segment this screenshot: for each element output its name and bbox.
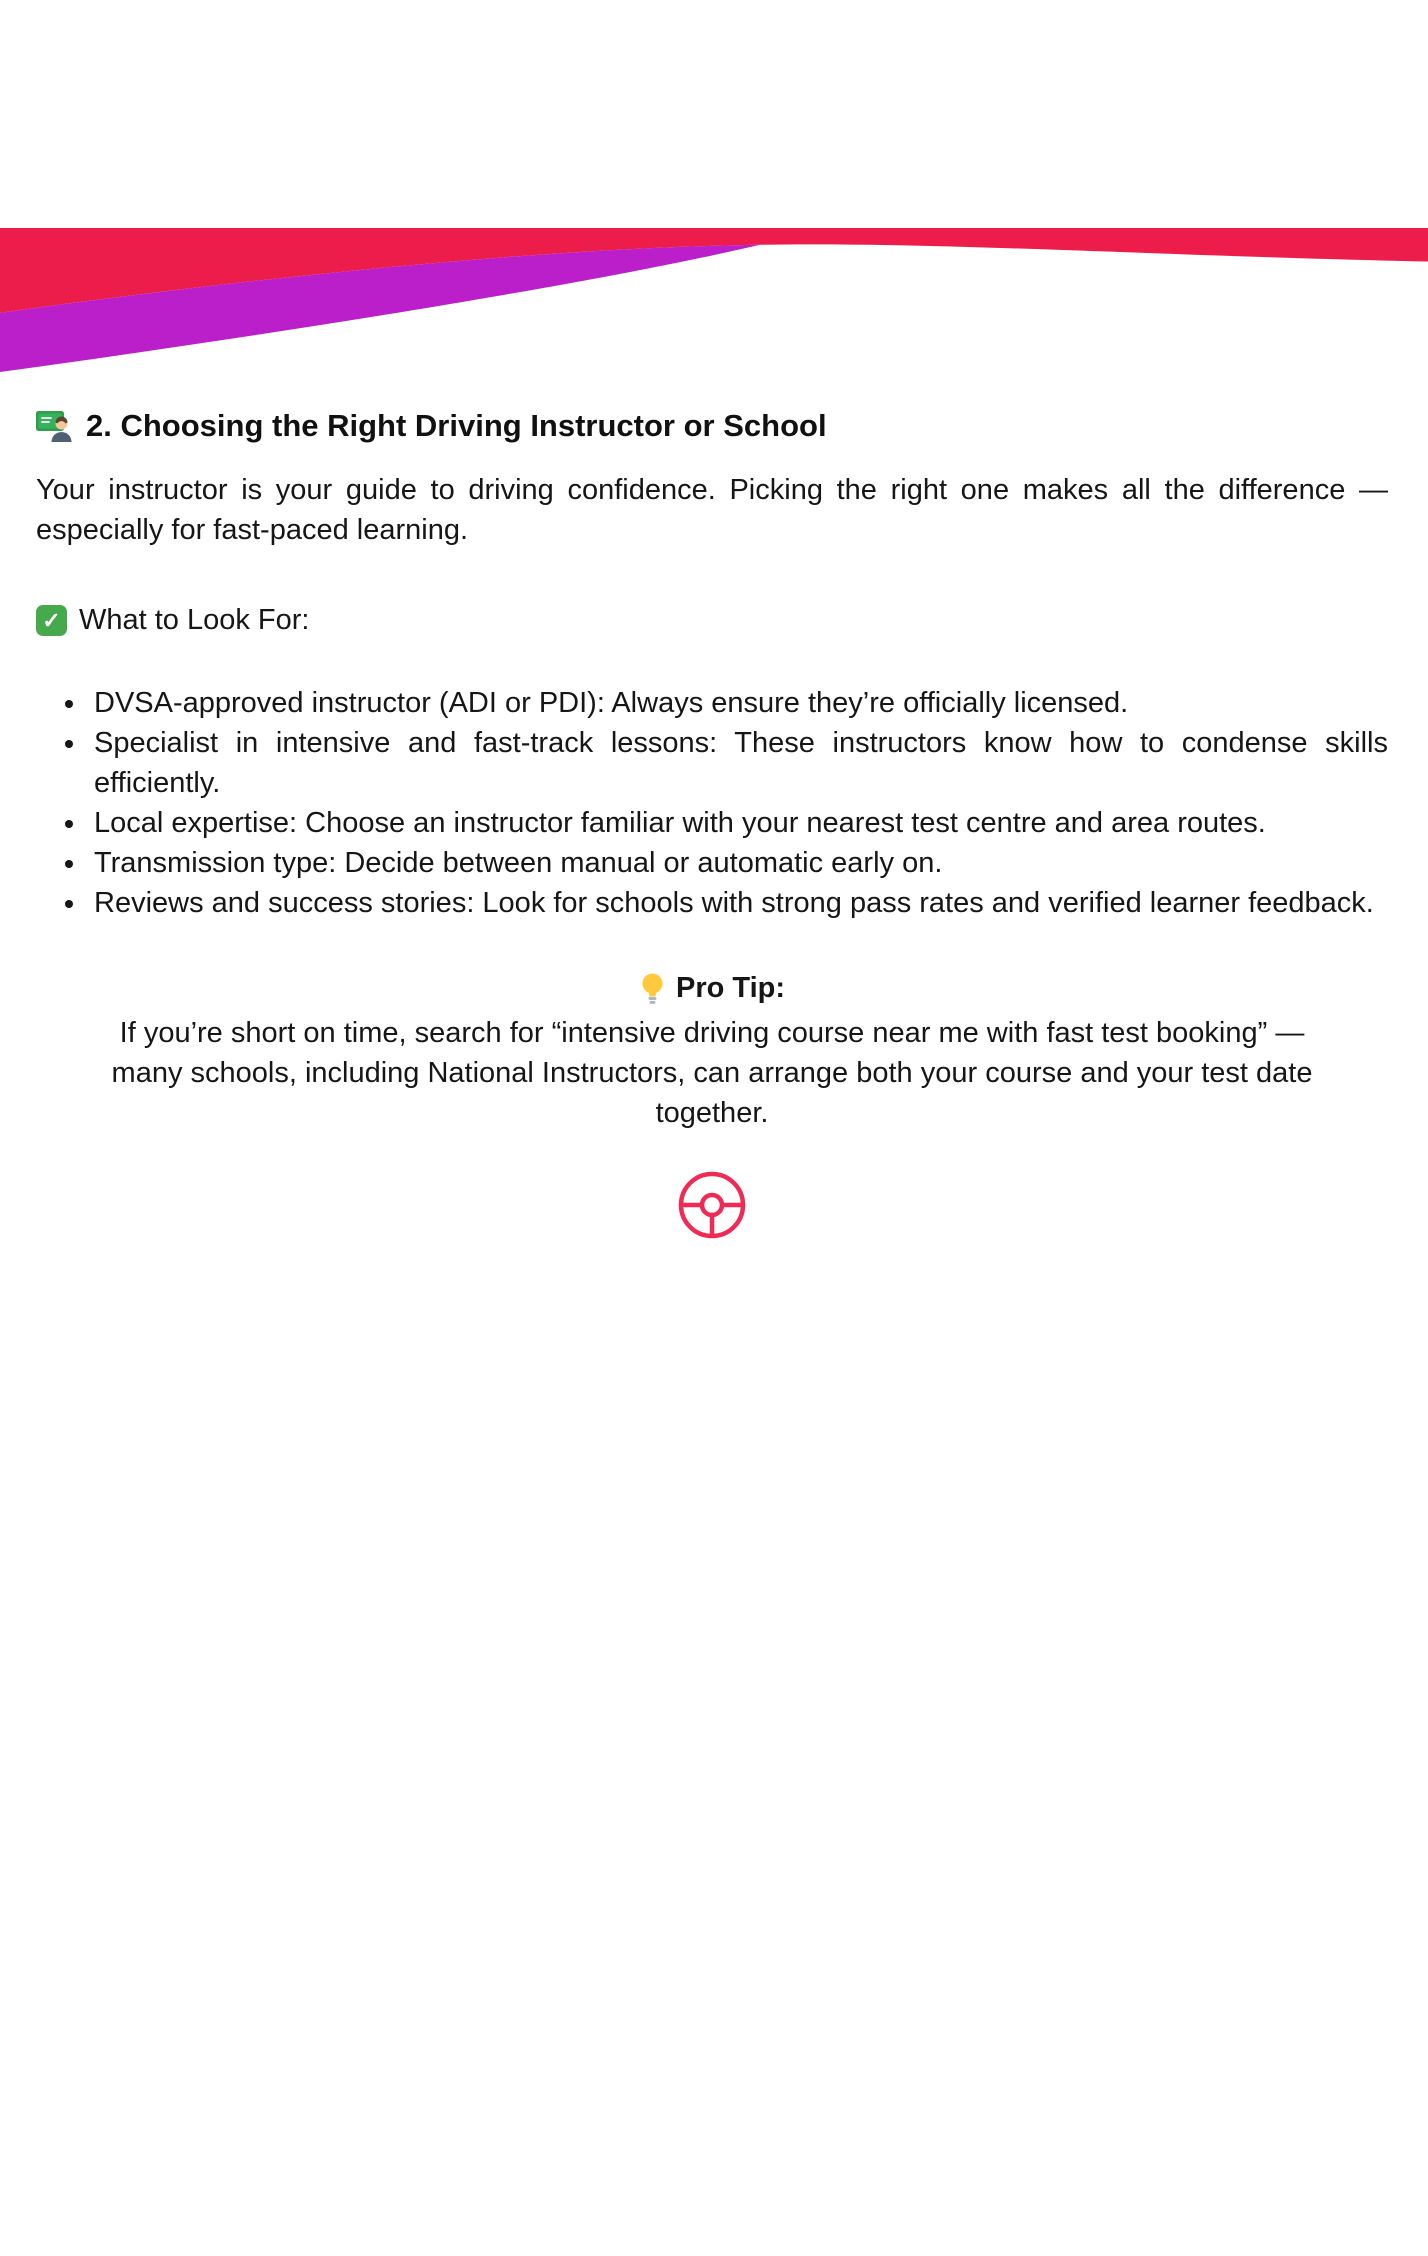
pro-tip-paragraph: If you’re short on time, search for “intensive driving course near me with fast test booking” — many schools, including National Instructors, can arrange both your course and your test date together. <box>111 1017 1313 1129</box>
intro-paragraph: Your instructor is your guide to driving confidence. Picking the right one makes all the difference — especially for fast-paced learning. <box>36 474 1388 546</box>
list-item: • DVSA-approved instructor (ADI or PDI): Always ensure they’re officially licensed. <box>88 683 1388 723</box>
check-mark-icon: ✓ <box>36 605 67 636</box>
list-item: • Reviews and success stories: Look for schools with strong pass rates and verified learner feedback. <box>88 883 1388 923</box>
teacher-emoji-icon <box>36 410 72 442</box>
header-wave-decoration <box>0 228 1428 376</box>
list-item: • Local expertise: Choose an instructor familiar with your nearest test centre and area routes. <box>88 803 1388 843</box>
pro-tip-title-text: Pro Tip: <box>675 971 786 1004</box>
document-content <box>0 408 1428 1243</box>
light-bulb-icon <box>639 971 666 1005</box>
list-item: • Specialist in intensive and fast-track lessons: These instructors know how to condense skills efficiently. <box>88 723 1388 803</box>
look-for-list <box>36 683 1388 923</box>
list-item: • Transmission type: Decide between manual or automatic early on. <box>88 843 1388 883</box>
document-page <box>0 228 1428 1243</box>
pro-tip-heading <box>36 971 1388 1005</box>
wave-svg <box>0 228 1428 376</box>
what-to-look-for-title: What to Look For: <box>79 604 310 636</box>
section-heading <box>36 408 1388 444</box>
what-to-look-for-heading <box>36 604 1388 637</box>
section-heading-text: 2. Choosing the Right Driving Instructor or School <box>86 408 827 443</box>
steering-wheel-icon <box>674 1167 750 1243</box>
